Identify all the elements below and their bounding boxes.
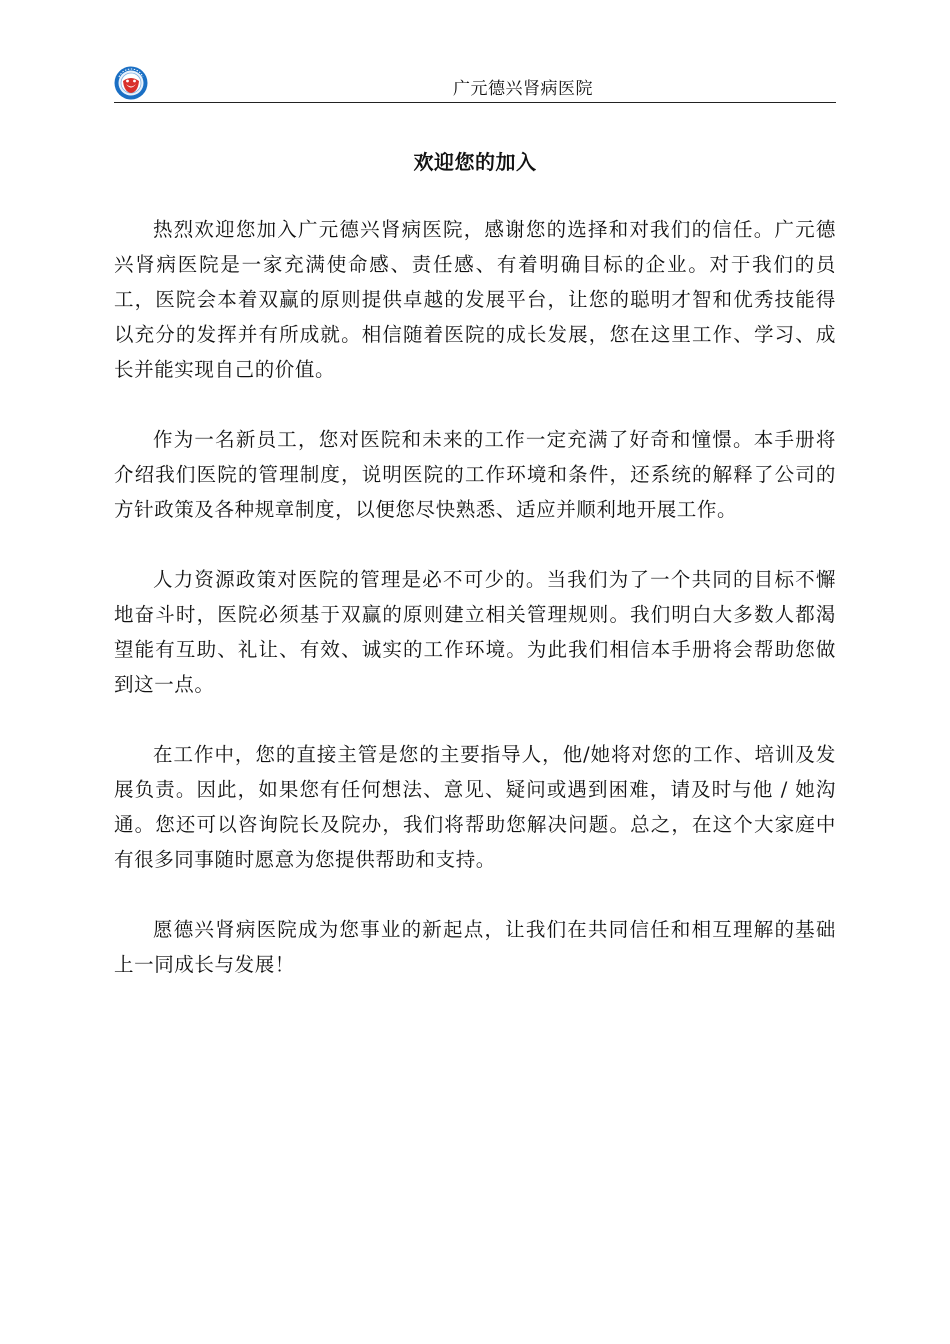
hospital-logo-icon xyxy=(114,66,148,100)
document-title: 欢迎您的加入 xyxy=(413,150,537,174)
paragraph: 愿德兴肾病医院成为您事业的新起点，让我们在共同信任和相互理解的基础上一同成长与发展！ xyxy=(114,918,836,976)
document-body xyxy=(114,212,836,1017)
paragraph: 人力资源政策对医院的管理是必不可少的。当我们为了一个共同的目标不懈地奋斗时，医院必须基于双赢的原则建立相关管理规则。我们明白大多数人都渴望能有互助、礼让、有效、诚实的工作环境。为此我们相信本手册将会帮助您做到这一点。 xyxy=(114,568,836,696)
paragraph: 作为一名新员工，您对医院和未来的工作一定充满了好奇和憧憬。本手册将介绍我们医院的管理制度，说明医院的工作环境和条件，还系统的解释了公司的方针政策及各种规章制度，以便您尽快熟悉、适应并顺利地开展工作。 xyxy=(114,428,836,521)
paragraph: 在工作中，您的直接主管是您的主要指导人，他/她将对您的工作、培训及发展负责。因此，如果您有任何想法、意见、疑问或遇到困难，请及时与他 / 她沟通。您还可以咨询院长及院办，我们将帮助您解决问题。总之，在这个大家庭中有很多同事随时愿意为您提供帮助和支持。 xyxy=(114,743,836,871)
header-divider xyxy=(114,102,836,103)
header-hospital-name: 广元德兴肾病医院 xyxy=(453,79,593,99)
paragraph: 热烈欢迎您加入广元德兴肾病医院，感谢您的选择和对我们的信任。广元德兴肾病医院是一家充满使命感、责任感、有着明确目标的企业。对于我们的员工，医院会本着双赢的原则提供卓越的发展平台，让您的聪明才智和优秀技能得以充分的发挥并有所成就。相信随着医院的成长发展，您在这里工作、学习、成长并能实现自己的价值。 xyxy=(114,218,836,381)
page-header xyxy=(114,66,836,104)
